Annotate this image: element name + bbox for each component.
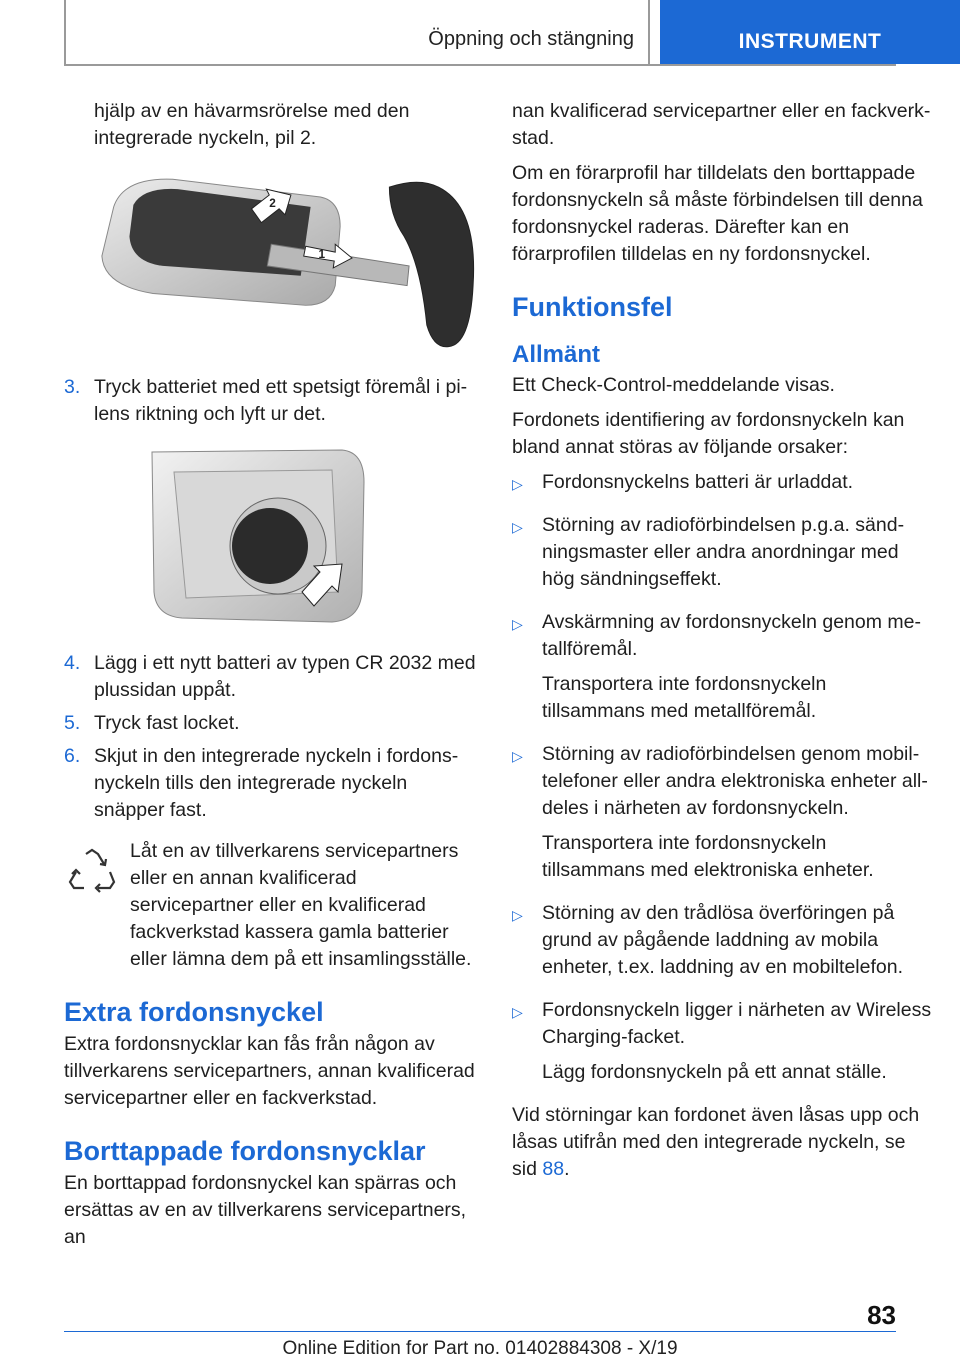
unlock-text <box>512 1102 932 1183</box>
step-3 <box>64 374 478 428</box>
step-4 <box>64 650 478 704</box>
cause-item <box>512 469 932 504</box>
cause-item <box>512 997 932 1094</box>
header-mid-border <box>648 0 650 66</box>
heading-extra-key: Extra fordonsnyckel <box>64 997 324 1027</box>
header-left-border <box>64 0 66 66</box>
step-text: Tryck batteriet med ett spetsigt föremål i pilens riktning och lyft ur det. <box>94 376 468 425</box>
right-column <box>512 98 932 1191</box>
cause-text: Fordonsnyckeln ligger i närheten av Wireless Charging-facket. <box>542 999 932 1048</box>
cause-text: Fordonsnyckelns batteri är urladdat. <box>542 471 854 493</box>
step-number: 6. <box>64 745 81 767</box>
figure-battery <box>142 442 478 632</box>
chapter-tab-label: INSTRUMENT <box>738 30 882 53</box>
header-rule <box>64 64 896 66</box>
unlock-text-end: . <box>564 1158 570 1180</box>
intro-text: hjälp av en hävarmsrörelse med den integrerade nyckeln, pil 2. <box>94 100 410 149</box>
step-5 <box>64 710 478 737</box>
bullet-icon: ▷ <box>512 476 523 492</box>
step-text: Tryck fast locket. <box>94 712 240 734</box>
cause-text: Störning av den trådlösa överföringen på grund av pågående laddning av mobila enheter, t.ex. laddning av en mobiltelefon. <box>542 902 903 978</box>
arrow-1-label: 1 <box>318 247 326 262</box>
step-number: 5. <box>64 712 81 734</box>
heading-lost-keys: Borttappade fordonsnycklar <box>64 1136 426 1166</box>
cause-item <box>512 900 932 989</box>
lost-keys-continued: nan kvalificerad servicepartner eller en fackverkstad. <box>512 100 931 149</box>
bullet-icon: ▷ <box>512 616 523 632</box>
cause-item <box>512 512 932 601</box>
step-number: 3. <box>64 376 81 398</box>
battery-illustration <box>142 442 372 632</box>
edition-footer: Online Edition for Part no. 01402884308 - X/19 <box>282 1338 678 1359</box>
check-control-text: Ett Check-Control-meddelande visas. <box>512 374 835 396</box>
recycle-text: Låt en av tillverkarens servicepartners eller en annan kvalificerad servicepartner eller en kvalificerad fackverkstad kassera gamla batterier eller lämna dem på ett insamlingsställe. <box>130 840 472 970</box>
step-6 <box>64 743 478 824</box>
step-text: Skjut in den integrerade nyckeln i fordonsnyckeln tills den integrerade nyckeln snäpper fast. <box>94 745 459 821</box>
section-title: Öppning och stängning <box>428 28 634 50</box>
heading-general: Allmänt <box>512 341 601 368</box>
recycle-icon <box>64 844 120 900</box>
left-column <box>64 98 478 1259</box>
chapter-tab[interactable] <box>660 0 960 64</box>
cause-item <box>512 609 932 733</box>
cause-text: Störning av radioförbindelsen genom mobiltelefoner eller andra elektroniska enheter alldeles i närheten av fordonsnyckeln. <box>542 743 928 819</box>
recycle-note <box>64 838 478 973</box>
footer-rule <box>64 1331 896 1332</box>
cause-text: Avskärmning av fordonsnyckeln genom metallföremål. <box>542 611 921 660</box>
cause-advice: Transportera inte fordonsnyckeln tillsammans med elektroniska enheter. <box>542 832 874 881</box>
causes-intro: Fordonets identifiering av fordonsnyckeln kan bland annat störas av följande orsaker: <box>512 409 905 458</box>
bullet-icon: ▷ <box>512 1004 523 1020</box>
unlock-text-body: Vid störningar kan fordonet även låsas upp och låsas utifrån med den integrerade nyckeln, se sid <box>512 1104 920 1180</box>
figure-key-integrated <box>94 166 478 356</box>
key-illustration <box>94 166 478 356</box>
page-link[interactable]: 88 <box>542 1158 565 1180</box>
lost-keys-text: En borttappad fordonsnyckel kan spärras och ersättas av en av tillverkarens servicepartners, an <box>64 1172 467 1248</box>
step-number: 4. <box>64 652 81 674</box>
heading-malfunction: Funktionsfel <box>512 292 673 322</box>
cause-item <box>512 741 932 892</box>
step-text: Lägg i ett nytt batteri av typen CR 2032 med plussidan uppåt. <box>94 652 476 701</box>
bullet-icon: ▷ <box>512 519 523 535</box>
bullet-icon: ▷ <box>512 748 523 764</box>
cause-advice: Lägg fordonsnyckeln på ett annat ställe. <box>542 1061 887 1083</box>
bullet-icon: ▷ <box>512 907 523 923</box>
cause-text: Störning av radioförbindelsen p.g.a. sändningsmaster eller andra anordningar med hög sändningseffekt. <box>542 514 905 590</box>
page-number: 83 <box>867 1300 896 1330</box>
cause-advice: Transportera inte fordonsnyckeln tillsammans med metallföremål. <box>542 673 827 722</box>
arrow-2-label: 2 <box>269 195 276 210</box>
extra-key-text: Extra fordonsnycklar kan fås från någon av tillverkarens servicepartners, annan kvalificerad servicepartner eller en fackverkstad. <box>64 1033 475 1109</box>
driver-profile-text: Om en förarprofil har tilldelats den borttappade fordonsnyckeln så måste förbindelsen till denna fordonsnyckel raderas. Därefter kan en förarprofilen tilldelas en ny fordonsnyckel. <box>512 162 923 265</box>
